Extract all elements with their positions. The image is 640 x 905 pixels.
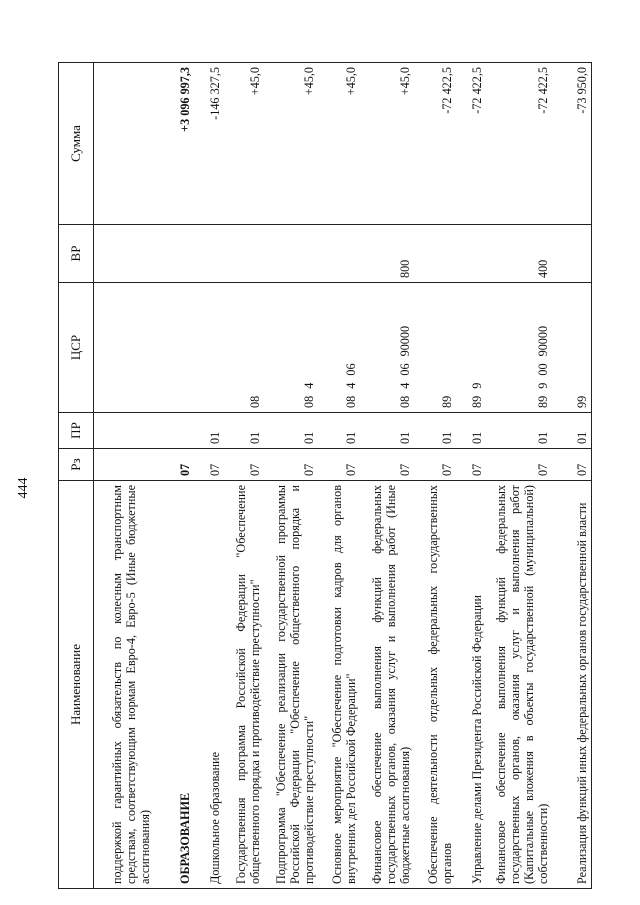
cell-pr: 01 [414,413,456,449]
table-row [224,63,264,889]
cell-name: Основное мероприятие "Обеспечение подготовки кадров для органов внутренних дел Российской Федерации" [318,481,360,889]
header-rz: Рз [59,449,94,481]
table-header-row [59,63,94,889]
table-row [318,63,360,889]
cell-rz: 07 [154,449,194,481]
cell-csr [94,283,154,413]
table-row [194,63,224,889]
header-vr: ВР [59,225,94,283]
cell-pr [154,413,194,449]
cell-csr: 99 [552,283,592,413]
cell-rz: 07 [194,449,224,481]
cell-name: Реализация функций иных федеральных органов государственной власти [552,481,592,889]
cell-rz: 07 [456,449,486,481]
table-row [456,63,486,889]
cell-name: Подпрограмма "Обеспечение реализации государственной программы Российской Федерации "Обеспечение общественного порядка и противодействие преступности" [264,481,318,889]
cell-rz: 07 [414,449,456,481]
cell-csr: 08 4 06 [318,283,360,413]
cell-sum: -146 327,5 [194,63,224,225]
cell-csr: 89 9 [456,283,486,413]
cell-pr: 01 [552,413,592,449]
cell-vr: 800 [360,225,414,283]
cell-vr: 400 [486,225,552,283]
cell-csr: 08 4 [264,283,318,413]
cell-sum: +45,0 [224,63,264,225]
header-csr: ЦСР [59,283,94,413]
cell-sum: -72 422,5 [456,63,486,225]
page-number [14,468,34,508]
cell-sum [94,63,154,225]
cell-pr [94,413,154,449]
cell-name: Управление делами Президента Российской Федерации [456,481,486,889]
cell-vr [194,225,224,283]
cell-csr: 08 4 06 90000 [360,283,414,413]
cell-vr [414,225,456,283]
table-row [360,63,414,889]
cell-rz: 07 [264,449,318,481]
cell-sum: +45,0 [318,63,360,225]
cell-rz: 07 [224,449,264,481]
cell-csr: 89 9 00 90000 [486,283,552,413]
cell-csr: 89 [414,283,456,413]
table-row [264,63,318,889]
cell-vr [552,225,592,283]
cell-name: Финансовое обеспечение выполнения функций федеральных государственных органов, оказания услуг и выполнения работ (Иные бюджетные ассигнования) [360,481,414,889]
cell-vr [154,225,194,283]
cell-vr [264,225,318,283]
cell-name: ОБРАЗОВАНИЕ [154,481,194,889]
cell-rz: 07 [552,449,592,481]
table-row [486,63,552,889]
cell-pr: 01 [224,413,264,449]
cell-pr: 01 [360,413,414,449]
table-row [414,63,456,889]
cell-vr [318,225,360,283]
cell-sum: +3 096 997,3 [154,63,194,225]
budget-table [58,62,592,889]
cell-name: Государственная программа Российской Федерации "Обеспечение общественного порядка и противодействие преступности" [224,481,264,889]
header-pr: ПР [59,413,94,449]
page-number-text: 444 [16,477,31,499]
cell-csr [154,283,194,413]
cell-pr: 01 [456,413,486,449]
table-row [154,63,194,889]
cell-pr: 01 [264,413,318,449]
cell-sum: +45,0 [264,63,318,225]
cell-name: Дошкольное образование [194,481,224,889]
cell-rz [94,449,154,481]
cell-name: Финансовое обеспечение выполнения функций федеральных государственных органов, оказания услуг и выполнения работ (Капитальные вложения в объекты государственной (муниципальной) собственности) [486,481,552,889]
table-row [552,63,592,889]
cell-vr [94,225,154,283]
cell-sum: +45,0 [360,63,414,225]
cell-sum: -72 422,5 [414,63,456,225]
cell-vr [456,225,486,283]
cell-sum: -73 950,0 [552,63,592,225]
table-row [94,63,154,889]
header-sum: Сумма [59,63,94,225]
rotated-table-container [58,63,614,889]
cell-rz: 07 [486,449,552,481]
cell-csr [194,283,224,413]
header-name: Наименование [59,481,94,889]
cell-rz: 07 [360,449,414,481]
cell-pr: 01 [194,413,224,449]
cell-pr: 01 [318,413,360,449]
cell-name: Обеспечение деятельности отдельных федеральных государственных органов [414,481,456,889]
cell-name: поддержкой гарантийных обязательств по колесным транспортным средствам, соответствующим нормам Евро-4, Евро-5 (Иные бюджетные ассигнования) [94,481,154,889]
cell-rz: 07 [318,449,360,481]
cell-vr [224,225,264,283]
cell-csr: 08 [224,283,264,413]
cell-pr: 01 [486,413,552,449]
cell-sum: -72 422,5 [486,63,552,225]
